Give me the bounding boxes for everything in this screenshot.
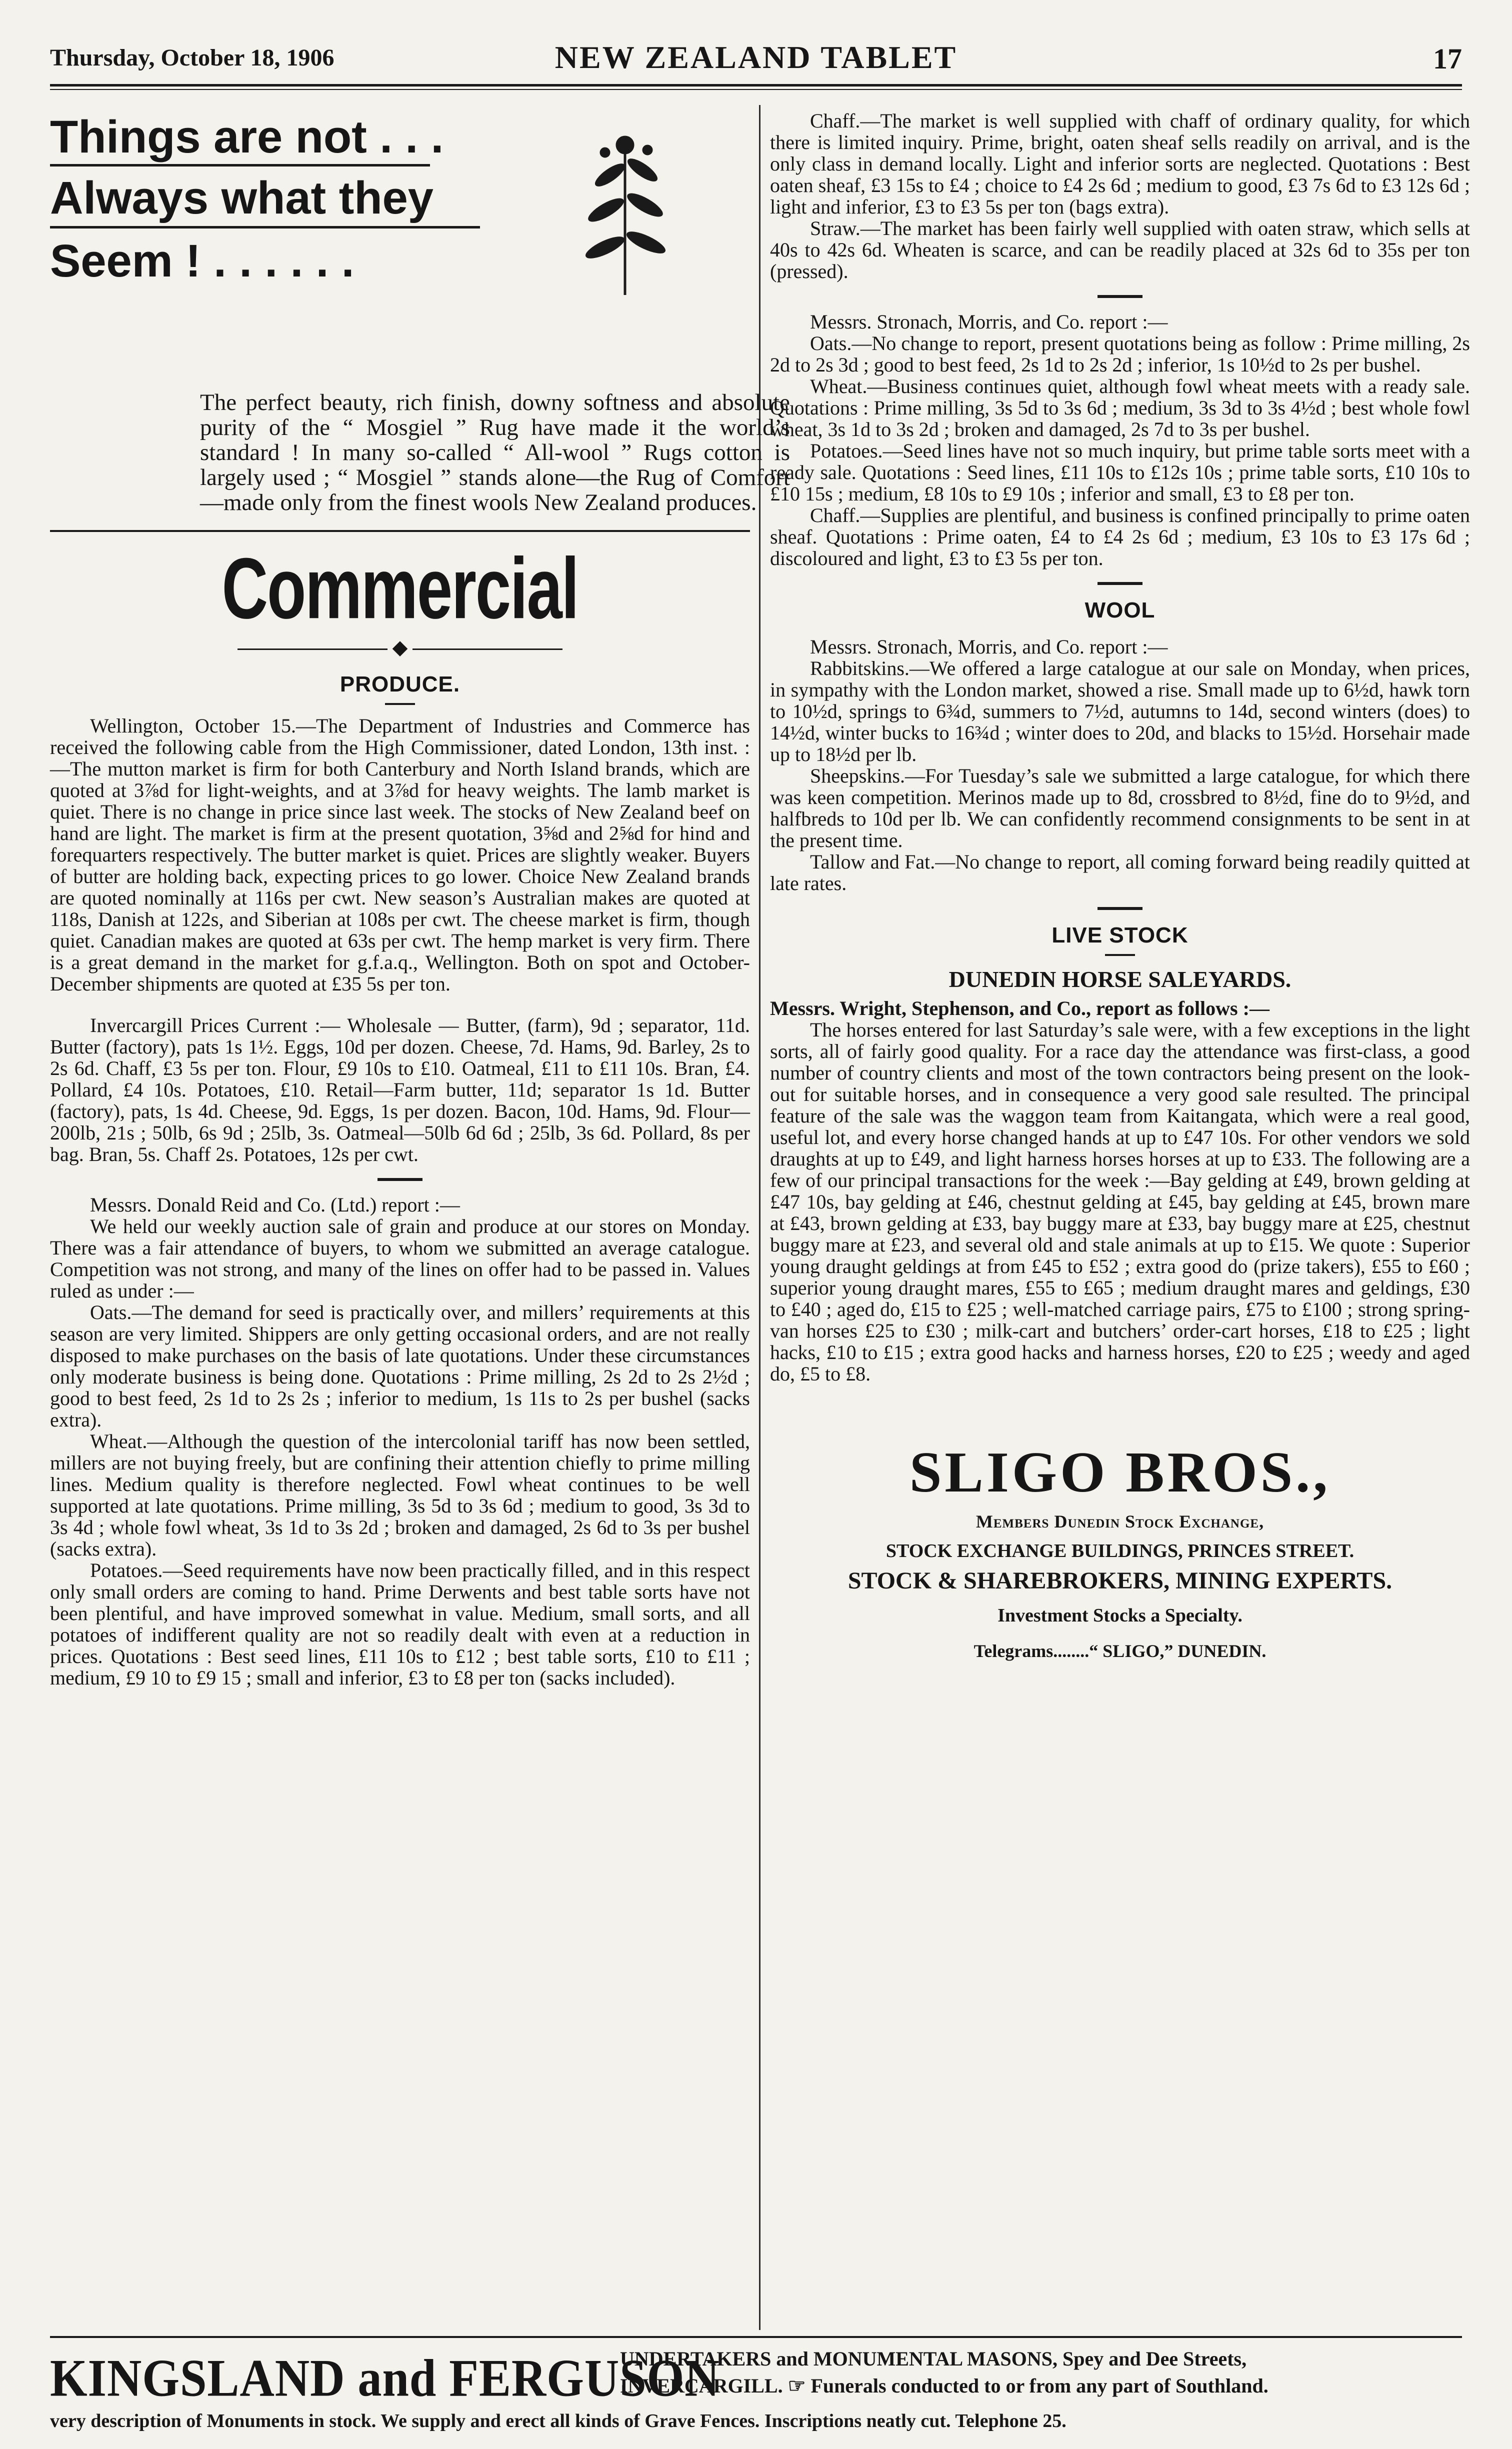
footer-advertisement — [50, 2345, 1462, 2440]
oats-paragraph: Oats.—The demand for seed is practically over, and millers’ requirements at this season are very limited. Shippers are only getting occasional orders, and are not really disposed to make purchases on the basis of late quotations. Under these circumstances only moderate business is being done. Quotations : Prime milling, 2s 2d to 2s 2½d ; good to best feed, 2s 1d to 2s 2s ; inferior to medium, 1s 11s to 2s per bushel (sacks extra). — [50, 1301, 750, 1431]
thistle-illustration — [575, 130, 675, 295]
ad-headline-rule — [50, 226, 480, 228]
oats-paragraph-2: Oats.—No change to report, present quotations being as follow : Prime milling, 2s 2d to 2s 3d ; good to best feed, 2s 1d to 2s 2d ; inferior, 1s 10½d to 2s per bushel. — [770, 332, 1470, 376]
ad-headline-rule — [50, 164, 430, 166]
ad-headline-2: Always what they — [50, 172, 434, 224]
header-title: NEW ZEALAND TABLET — [554, 40, 958, 75]
sligo-line-3: STOCK & SHAREBROKERS, MINING EXPERTS. — [848, 1568, 1392, 1594]
footer-ad-line-2: INVERCARGILL. ☞ Funerals conducted to or from any part of Southland. — [620, 2374, 1268, 2397]
chaff-paragraph: Chaff.—The market is well supplied with chaff of ordinary quality, for which there is limited inquiry. Prime, bright, oaten sheaf sells readily on arrival, and is the only class in demand locally. Light and inferior sorts are neglected. Quotations : Best oaten sheaf, £3 15s to £4 ; choice to £4 2s 6d ; medium to good, £3 7s 6d to £3 12s 6d ; light and inferior, £3 to £3 5s per ton (bags extra). — [770, 110, 1470, 218]
sligo-line-5: Telegrams........“ SLIGO,” DUNEDIN. — [974, 1641, 1266, 1661]
divider — [1105, 954, 1135, 956]
tallow-paragraph: Tallow and Fat.—No change to report, all coming forward being readily quitted at late rates. — [770, 850, 1470, 894]
divider — [378, 1178, 422, 1181]
horse-sale-paragraph: The horses entered for last Saturday’s sale were, with a few exceptions in the light sorts, all of fairly good quality. For a race day the attendance was first-class, a good number of country clients and most of the town contractors being present on the look-out for suitable horses, and in consequence a very good sale resulted. The principal feature of the sale was the waggon team from Kaitangata, which were a real good, useful lot, and every horse changed hands at up to £47 10s. For other vendors we sold draughts at up to £49, and light harness horses horses at up to £33. The following are a few of our principal transactions for the week :—Bay gelding at £49, brown gelding at £47 10s, bay gelding at £46, chestnut gelding at £45, bay gelding at £45, brown mare at £43, brown gelding at £33, bay buggy mare at £33, bay buggy mare at £25, chestnut buggy mare at £23, and several old and stale animals at up to £15. We quote : Superior young draught geldings at from £45 to £52 ; extra good do (prize takers), £55 to £60 ; superior young draught mares, £55 to £65 ; medium draught mares and geldings, £30 to £40 ; aged do, £15 to £25 ; well-matched carriage pairs, £75 to £100 ; strong spring-van horses £25 to £30 ; milk-cart and butchers’ order-cart horses, £18 to £25 ; light hacks, £10 to £15 ; extra good hacks and harness horses, £20 to £25 ; weedy and aged do, £5 to £8. — [770, 1018, 1470, 1385]
auction-paragraph: We held our weekly auction sale of grain and produce at our stores on Monday. There was a fair attendance of buyers, to whom we submitted an average catalogue. Competition was not strong, and many of the lines on offer had to be passed in. Values ruled as under :— — [50, 1215, 750, 1302]
sligo-advertisement — [770, 1440, 1470, 1662]
footer-ad-name: KINGSLAND and FERGUSON — [50, 2348, 720, 2408]
wheat-paragraph: Wheat.—Although the question of the intercolonial tariff has now been settled, millers are not buying freely, but are confining their attention chiefly to prime milling lines. Medium quality is therefore neglected. Fowl wheat continues to be well supported at late quotations. Prime milling, 3s 5d to 3s 6d ; medium to good, 3s 3d to 3s 4d ; whole fowl wheat, 3s 1d to 3s 2d ; broken and damaged, 2s 6d to 3s per bushel (sacks extra). — [50, 1430, 750, 1560]
divider — [1098, 907, 1142, 910]
sligo-line-2: STOCK EXCHANGE BUILDINGS, PRINCES STREET. — [886, 1540, 1354, 1562]
straw-paragraph: Straw.—The market has been fairly well supplied with oaten straw, which sells at 40s to 42s 6d. Wheaten is scarce, and can be readily placed at 32s 6d to 35s per ton (pressed). — [770, 217, 1470, 282]
section-rule — [50, 530, 750, 532]
produce-heading: PRODUCE. — [340, 672, 460, 696]
divider — [385, 703, 415, 705]
right-column — [770, 110, 1470, 1662]
livestock-heading: LIVE STOCK — [1052, 923, 1188, 948]
footer-rule — [50, 2336, 1462, 2338]
sligo-line-4: Investment Stocks a Specialty. — [998, 1605, 1242, 1626]
footer-ad-line-3: very description of Monuments in stock. We supply and erect all kinds of Grave Fences. Inscriptions neatly cut. Telephone 25. — [50, 2410, 1066, 2432]
stronach-wool-report: Messrs. Stronach, Morris, and Co. report :— — [810, 636, 1168, 658]
potatoes-paragraph: Potatoes.—Seed requirements have now been practically filled, and in this respect only small orders are coming to hand. Prime Derwents and best table sorts have not been plentiful, and have improved somewhat in value. Medium, small sorts, and all potatoes of indifferent quality are not so readily dealt with even at a reduction in prices. Quotations : Best seed lines, £11 10s to £12 ; best table sorts, £10 to £11 ; medium, £9 10 to £9 15 ; small and inferior, £3 to £8 per ton (sacks included). — [50, 1559, 750, 1689]
page-header — [50, 39, 1462, 79]
section-title: Commercial — [222, 540, 578, 638]
footer-ad-line-1: UNDERTAKERS and MONUMENTAL MASONS, Spey and Dee Streets, — [620, 2348, 1247, 2370]
ad-headline-3: Seem ! . . . . . . — [50, 236, 354, 286]
wool-heading: WOOL — [1084, 598, 1156, 622]
donald-reid-report: Messrs. Donald Reid and Co. (Ltd.) report :— — [90, 1194, 460, 1216]
divider — [1098, 582, 1142, 585]
saleyards-heading: DUNEDIN HORSE SALEYARDS. — [948, 966, 1292, 992]
divider — [1098, 295, 1142, 298]
rabbitskins-paragraph: Rabbitskins.—We offered a large catalogue at our sale on Monday, when prices, in sympathy with the London market, showed a rise. Small made up to 6½d, hawk torn to 10½d, springs to 6¾d, summers to 7½d, autumns to 14d, second winters (does) to 14½d, winter bucks to 16¾d ; winter does to 20d, and blacks to 15½d. Horsehair made up to 18½d per lb. — [770, 657, 1470, 766]
header-rule-thin — [50, 89, 1462, 90]
header-rule — [50, 84, 1462, 86]
ad-body — [200, 390, 790, 515]
chaff-paragraph-2: Chaff.—Supplies are plentiful, and business is confined principally to prime oaten sheaf. Quotations : Prime oaten, £4 to £4 2s 6d ; medium, £3 10s to £3 17s 6d ; discoloured and light, £3 to £3 5s per ton. — [770, 504, 1470, 570]
potatoes-paragraph-2: Potatoes.—Seed lines have not so much inquiry, but prime table sorts meet with a ready sale. Quotations : Seed lines, £11 10s to £12s 10s ; prime table sorts, £10 10s to £10 15s ; medium, £8 10s to £9 10s ; inferior and small, £3 to £8 per ton. — [770, 440, 1470, 505]
header-page-number: 17 — [1433, 42, 1462, 75]
header-date: Thursday, October 18, 1906 — [50, 44, 334, 71]
sheepskins-paragraph: Sheepskins.—For Tuesday’s sale we submitted a large catalogue, for which there was keen competition. Merinos made up to 8d, crossbred to 8½d, fine do to 9½d, and halfbreds to 10d per lb. We can confidently recommend consignments to be sent in at the present time. — [770, 764, 1470, 852]
sligo-line-1: Members Dunedin Stock Exchange, — [976, 1512, 1264, 1532]
ad-body-text: The perfect beauty, rich finish, downy softness and absolute purity of the “ Mosgiel ” Rug have made it the world’s standard ! In many so-called “ All-wool ” Rugs cotton is largely used ; “ Mosgiel ” stands alone—the Rug of Comfort—made only from the finest wools New Zealand produces. — [200, 390, 790, 516]
mosgiel-advertisement — [50, 110, 790, 540]
wright-stephenson-report: Messrs. Wright, Stephenson, and Co., report as follows :— — [770, 997, 1270, 1020]
stronach-report: Messrs. Stronach, Morris, and Co. report :— — [810, 310, 1168, 333]
ornament-rule: ◆ — [50, 636, 750, 659]
wellington-report: Wellington, October 15.—The Department of Industries and Commerce has received the following cable from the High Commissioner, dated London, 13th inst. :—The mutton market is firm for both Canterbury and North Island brands, which are quoted at 3⅞d for light-weights, and at 3⅞d for heavy weights. The lamb market is quiet. There is no change in price since last week. The stocks of New Zealand beef on hand are light. The market is firm at the present quotation, 3⅝d and 2⅝d for hind and forequarters respectively. The butter market is quiet. Prices are slightly weaker. Buyers of butter are holding back, expecting prices to go lower. Choice New Zealand brands are quoted nominally at 116s per cwt. New season’s Australian makes are quoted at 118s, Danish at 122s, and Siberian at 108s per cwt. The cheese market is firm, though quiet. Canadian makes are quoted at 63s per cwt. The hemp market is very firm. There is a great demand in the market for g.f.a.q., Wellington. Both on spot and October-December shipments are quoted at £35 5s per ton. — [50, 714, 750, 995]
ad-headline-1: Things are not . . . — [50, 112, 444, 162]
left-column — [50, 110, 790, 1689]
invercargill-prices: Invercargill Prices Current :— Wholesale — Butter, (farm), 9d ; separator, 11d. Butter (factory), pats 1s 1½. Eggs, 10d per dozen. Cheese, 7d. Hams, 9d. Barley, 2s to 2s 6d. Chaff, £3 5s per ton. Flour, £9 10s to £10. Oatmeal, £11 to £11 10s. Bran, £4. Pollard, £4 10s. Potatoes, £10. Retail—Farm butter, 11d; separator 1s 1d. Butter (factory), pats, 1s 4d. Cheese, 9d. Eggs, 1s per dozen. Bacon, 10d. Hams, 9d. Flour—200lb, 21s ; 50lb, 6s 9d ; 25lb, 3s. Oatmeal—50lb 6d 6d ; 25lb, 3s 6d. Pollard, 8s per bag. Bran, 5s. Chaff 2s. Potatoes, 12s per cwt. — [50, 1014, 750, 1166]
sligo-name: SLIGO BROS., — [909, 1440, 1331, 1504]
wheat-paragraph-2: Wheat.—Business continues quiet, although fowl wheat meets with a ready sale. Quotations : Prime milling, 3s 5d to 3s 6d ; medium, 3s 3d to 3s 4½d ; best whole fowl wheat, 3s 1d to 3s 2d ; broken and damaged, 2s 7d to 3s per bushel. — [770, 375, 1470, 440]
